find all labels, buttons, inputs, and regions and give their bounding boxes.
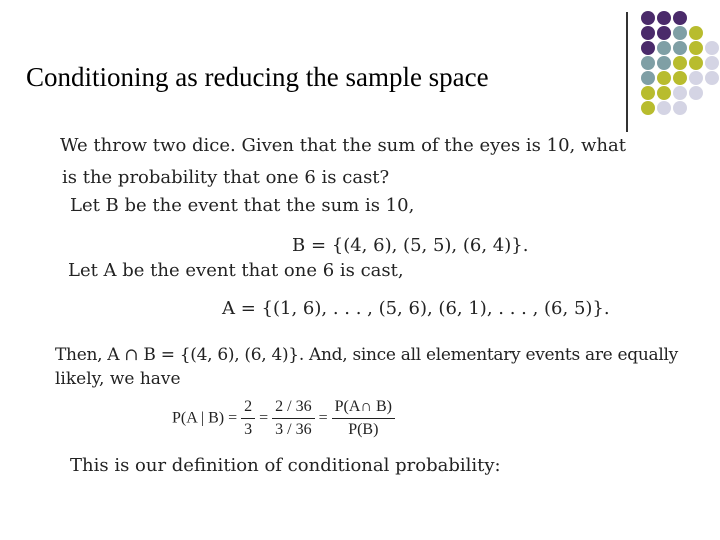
equals-sign: = <box>318 409 328 427</box>
fraction-numerator: 2 <box>241 396 255 419</box>
intro-line-1: We throw two dice. Given that the sum of the eyes is 10, what <box>60 135 626 156</box>
decorative-dot <box>657 71 671 85</box>
conditional-probability-formula <box>172 396 395 441</box>
decorative-dot <box>673 11 687 25</box>
decorative-dot <box>641 101 655 115</box>
conclusion-line: This is our definition of conditional probability: <box>70 455 501 476</box>
decorative-dot <box>689 56 703 70</box>
decorative-dot <box>673 41 687 55</box>
slide-title: Conditioning as reducing the sample space <box>26 62 489 92</box>
decorative-dot <box>705 41 719 55</box>
equation-a: A = {(1, 6), . . . , (5, 6), (6, 1), . . . , (6, 5)}. <box>222 298 610 319</box>
fraction-denominator: 3 <box>244 421 253 438</box>
decorative-dot <box>641 71 655 85</box>
let-b-line: Let B be the event that the sum is 10, <box>70 195 415 216</box>
decorative-dot <box>641 86 655 100</box>
decorative-dot <box>689 86 703 100</box>
decorative-dot <box>641 26 655 40</box>
fraction-numerator: P(A∩ B) <box>332 396 395 419</box>
decorative-dot <box>657 86 671 100</box>
decorative-dot <box>641 41 655 55</box>
fraction-counts <box>272 396 314 441</box>
formula-lhs: P(A | B) = <box>172 409 238 427</box>
decorative-dot <box>673 86 687 100</box>
decorative-dot <box>689 26 703 40</box>
fraction-denominator: P(B) <box>348 421 379 438</box>
fraction-numerator: 2 / 36 <box>272 396 314 419</box>
decorative-dot <box>689 71 703 85</box>
decorative-dot <box>673 101 687 115</box>
decorative-dot <box>705 71 719 85</box>
decorative-dot <box>673 26 687 40</box>
then-line-1: Then, A ∩ B = {(4, 6), (6, 4)}. And, since all elementary events are equally <box>55 345 678 365</box>
decorative-dot <box>657 26 671 40</box>
decorative-dot <box>705 56 719 70</box>
fraction-simple <box>241 396 255 441</box>
decorative-dot <box>689 41 703 55</box>
equation-b: B = {(4, 6), (5, 5), (6, 4)}. <box>292 235 529 256</box>
let-a-line: Let A be the event that one 6 is cast, <box>68 260 404 281</box>
decorative-dot <box>673 71 687 85</box>
decorative-dot <box>657 11 671 25</box>
decorative-dot <box>673 56 687 70</box>
decorative-dot <box>641 56 655 70</box>
equals-sign: = <box>259 409 269 427</box>
decorative-dot-grid <box>0 0 720 140</box>
then-line-2: likely, we have <box>55 369 181 389</box>
intro-line-2: is the probability that one 6 is cast? <box>62 167 390 188</box>
decorative-dot <box>657 101 671 115</box>
decorative-dot <box>657 56 671 70</box>
decorative-dot <box>657 41 671 55</box>
fraction-probabilities <box>332 396 395 441</box>
fraction-denominator: 3 / 36 <box>275 421 312 438</box>
decorative-dot <box>641 11 655 25</box>
